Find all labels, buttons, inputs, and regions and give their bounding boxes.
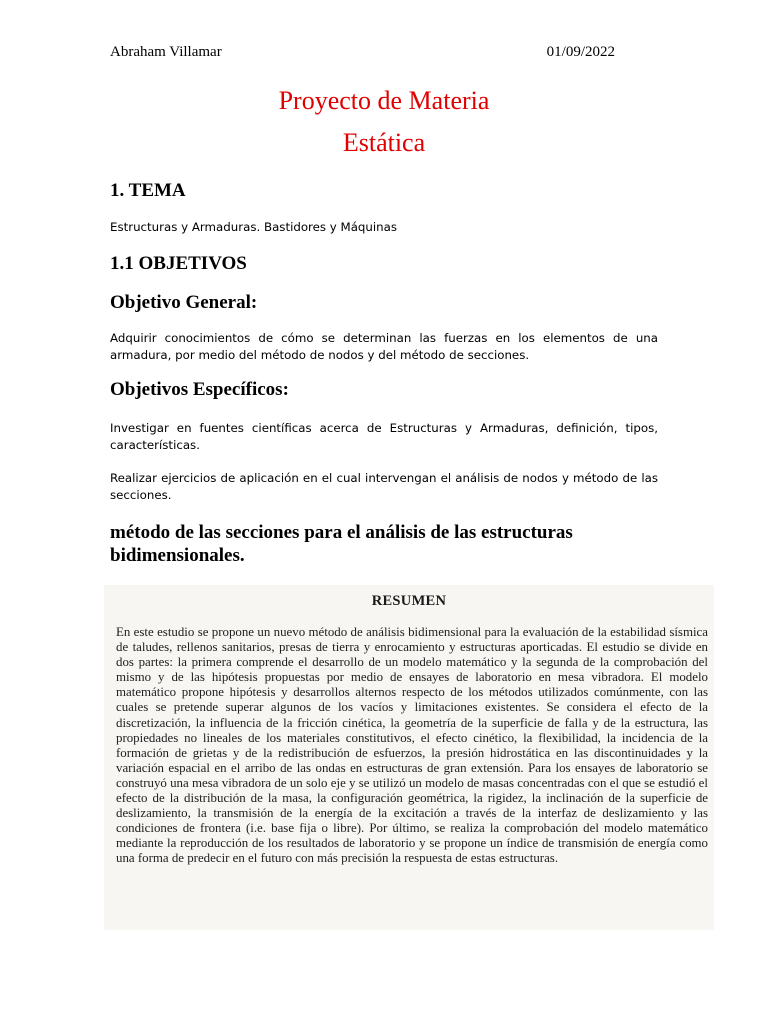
objetivo-general-text: Adquirir conocimientos de cómo se determinan las fuerzas en los elementos de una armadura, por medio del método de nodos y del método de secciones. (110, 331, 658, 362)
metodo-heading: método de las secciones para el análisis de las estructuras bidimensionales. (110, 522, 573, 566)
resumen-scanned-image (104, 585, 714, 930)
tema-text: Estructuras y Armaduras. Bastidores y Máquinas (110, 220, 398, 234)
document-title: Proyecto de Materia (278, 86, 490, 115)
objetivo-especifico-2: Realizar ejercicios de aplicación en el cual intervengan el análisis de nodos y método de las secciones. (110, 471, 658, 502)
objetivo-especifico-1: Investigar en fuentes científicas acerca de Estructuras y Armaduras, definición, tipos, características. (110, 421, 658, 452)
document-subtitle: Estática (342, 128, 426, 157)
section-heading-objetivos: 1.1 OBJETIVOS (110, 253, 247, 274)
section-heading-tema: 1. TEMA (110, 180, 186, 201)
header-author: Abraham Villamar (110, 44, 222, 60)
objetivo-general-heading: Objetivo General: (110, 292, 258, 313)
resumen-title: RESUMEN (371, 593, 447, 609)
objetivos-especificos-heading: Objetivos Específicos: (110, 379, 289, 400)
header-date: 01/09/2022 (546, 44, 615, 60)
resumen-text: En este estudio se propone un nuevo método de análisis bidimensional para la evaluación de la estabilidad sísmica de taludes, rellenos sanitarios, presas de tierra y enrocamiento y estructuras aporticadas. El estudio se divide en dos partes: la primera comprende el desarrollo de un modelo matemático y la segunda de la comprobación del mismo y de las hipótesis propuestas por medio de ensayes de laboratorio en mesa vibradora. El modelo matemático propone hipótesis y desarrollos alternos respecto de los métodos utilizados comúnmente, con las cuales se pretende superar algunos de los vacíos y limitaciones existentes. Se considera el efecto de la discretización, la influencia de la fricción cinética, la geometría de la superficie de falla y de la estructura, las propiedades no lineales de los materiales constitutivos, el efecto cinético, la flexibilidad, la incidencia de la formación de grietas y de la redistribución de esfuerzos, la presión hidrostática en las discontinuidades y la variación espacial en el arribo de las ondas en estructuras de gran extensión. Para los ensayes de laboratorio se construyó una mesa vibradora de un solo eje y se utilizó un modelo de masas concentradas con el que se estudió el efecto de la distribución de la masa, la configuración geométrica, la rigidez, la inclinación de la superficie de deslizamiento, la transmisión de la energía de la excitación a través de la interfaz de deslizamiento y las condiciones de frontera (i.e. base fija o libre). Por último, se realiza la comprobación del modelo matemático mediante la reproducción de los resultados de laboratorio y se propone un índice de transmisión de energía como una forma de predecir en el futuro con más precisión la respuesta de estas estructuras. (116, 625, 708, 866)
